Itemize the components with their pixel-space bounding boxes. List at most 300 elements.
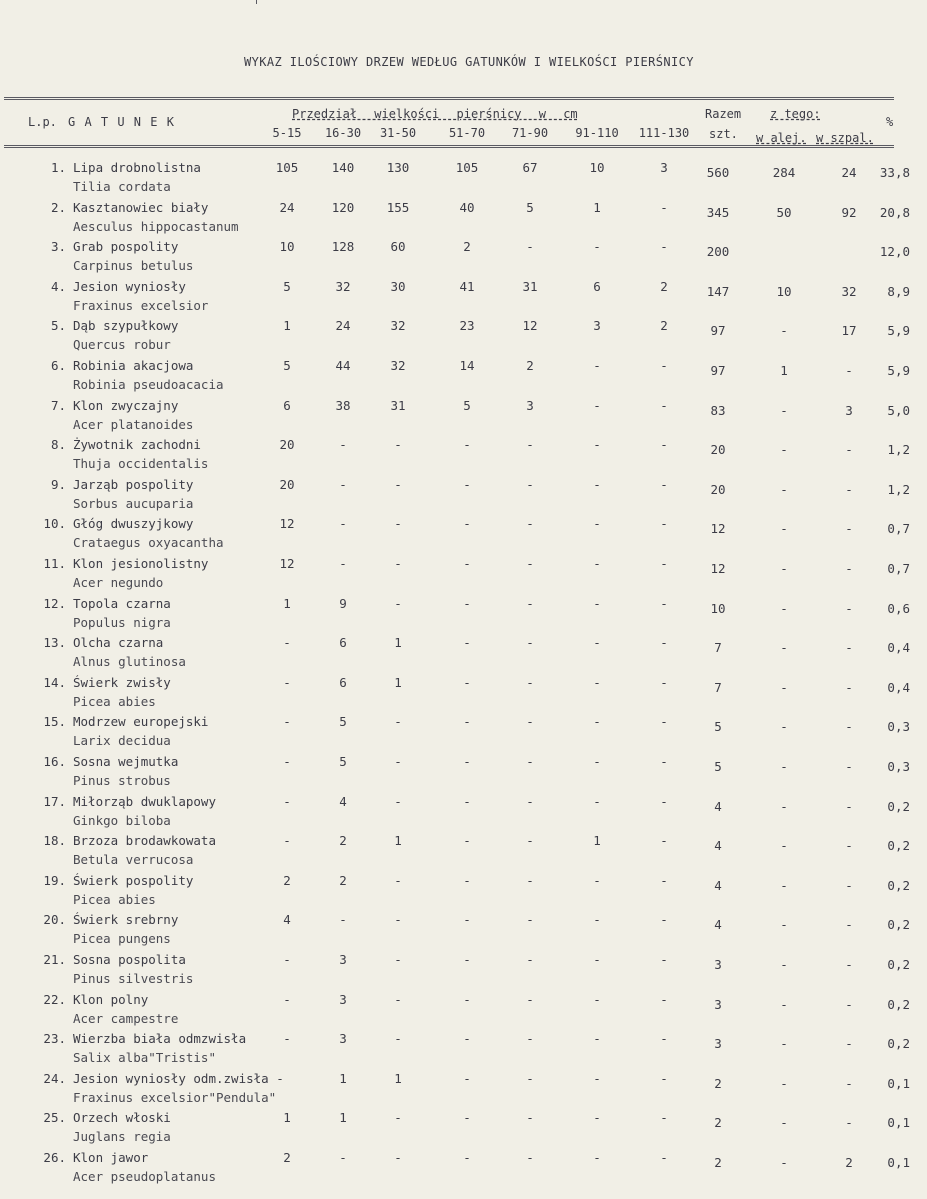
diameter-count-3: 32	[390, 318, 406, 334]
total-count: 97	[710, 363, 726, 378]
diameter-count-5: -	[526, 833, 534, 849]
percent-share: 0,2	[887, 917, 910, 933]
diameter-count-2: -	[339, 437, 347, 453]
percent-share: 0,1	[887, 1155, 910, 1170]
total-count: 3	[714, 957, 722, 972]
total-count: 20	[710, 481, 726, 497]
species-polish-name: Jesion wyniosły odm.zwisła -	[73, 1070, 284, 1086]
diameter-count-1: 20	[279, 437, 295, 453]
total-count: 2	[714, 1115, 722, 1131]
diameter-count-6: -	[593, 952, 601, 967]
diameter-count-7: -	[660, 1031, 668, 1047]
diameter-count-1: 105	[275, 160, 299, 175]
species-latin-name: Picea pungens	[73, 931, 171, 947]
row-count: -	[845, 719, 853, 735]
diameter-count-2: 38	[335, 397, 351, 413]
row-number: 5.	[50, 318, 66, 334]
species-polish-name: Świerk pospolity	[73, 872, 194, 888]
row-count: -	[845, 1075, 853, 1091]
species-latin-name: Tilia cordata	[73, 179, 171, 194]
row-count: -	[845, 917, 853, 933]
diameter-count-6: -	[593, 1150, 601, 1165]
total-count: 7	[714, 640, 722, 656]
header-bottom-rule	[4, 145, 894, 148]
species-latin-name: Larix decidua	[73, 733, 171, 749]
diameter-count-3: 32	[390, 358, 406, 373]
diameter-count-5: -	[526, 674, 534, 690]
diameter-count-7: -	[660, 872, 668, 888]
diameter-count-1: -	[283, 991, 291, 1007]
percent-share: 5,9	[887, 363, 910, 378]
diameter-count-4: -	[463, 595, 471, 611]
alley-count: -	[780, 442, 788, 458]
diameter-count-4: -	[463, 437, 471, 453]
header-lp: L.p.	[28, 115, 57, 129]
diameter-count-5: 5	[526, 199, 534, 215]
row-number: 12.	[43, 595, 66, 611]
alley-count: -	[780, 957, 788, 972]
diameter-count-2: 128	[331, 239, 355, 255]
diameter-count-7: -	[660, 516, 668, 532]
diameter-count-1: 12	[279, 516, 295, 532]
diameter-count-4: -	[463, 1070, 471, 1086]
species-latin-name: Quercus robur	[73, 337, 171, 353]
percent-share: 0,2	[887, 996, 910, 1012]
row-count: -	[845, 442, 853, 458]
alley-count: -	[780, 996, 788, 1012]
alley-count: -	[780, 323, 788, 339]
diameter-count-6: 10	[589, 160, 605, 175]
row-number: 9.	[50, 476, 66, 492]
diameter-count-5: -	[526, 1031, 534, 1047]
alley-count: -	[780, 877, 788, 893]
species-latin-name: Ginkgo biloba	[73, 812, 171, 828]
diameter-count-2: 32	[335, 278, 351, 294]
species-latin-name: Sorbus aucuparia	[73, 495, 194, 511]
species-latin-name: Carpinus betulus	[73, 258, 194, 274]
row-number: 2.	[50, 199, 66, 215]
row-number: 26.	[43, 1150, 66, 1165]
diameter-count-6: -	[593, 1110, 601, 1126]
diameter-count-7: -	[660, 991, 668, 1007]
percent-share: 0,4	[887, 679, 910, 695]
diameter-count-1: -	[283, 952, 291, 967]
diameter-count-2: 1	[339, 1070, 347, 1086]
row-number: 8.	[50, 437, 66, 453]
header-razem: Razem	[705, 107, 742, 121]
diameter-count-4: -	[463, 991, 471, 1007]
row-count: -	[845, 561, 853, 576]
alley-count: 50	[776, 204, 792, 220]
percent-share: 0,1	[887, 1115, 910, 1131]
diameter-count-6: 3	[593, 318, 601, 334]
percent-share: 0,7	[887, 521, 910, 537]
alley-count: -	[780, 1036, 788, 1052]
row-number: 18.	[43, 833, 66, 849]
diameter-count-6: -	[593, 872, 601, 888]
diameter-count-4: -	[463, 793, 471, 809]
diameter-count-3: -	[394, 912, 402, 928]
diameter-count-6: 6	[593, 278, 601, 294]
diameter-count-2: 44	[335, 358, 351, 373]
diameter-count-3: 1	[394, 674, 402, 690]
diameter-count-1: -	[283, 674, 291, 690]
diameter-count-2: 3	[339, 991, 347, 1007]
diameter-count-4: -	[463, 556, 471, 571]
alley-count: -	[780, 561, 788, 576]
diameter-count-7: 2	[660, 278, 668, 294]
diameter-count-1: 2	[283, 1150, 291, 1165]
alley-count: -	[780, 1075, 788, 1091]
diameter-count-5: -	[526, 872, 534, 888]
diameter-count-3: 30	[390, 278, 406, 294]
diameter-count-1: 12	[279, 556, 295, 571]
percent-share: 0,2	[887, 957, 910, 972]
alley-count: -	[780, 1155, 788, 1170]
diameter-count-5: 31	[522, 278, 538, 294]
diameter-count-6: -	[593, 556, 601, 571]
species-polish-name: Sosna pospolita	[73, 952, 186, 967]
species-latin-name: Aesculus hippocastanum	[73, 218, 239, 234]
species-latin-name: Picea abies	[73, 693, 156, 709]
percent-share: 8,9	[887, 283, 910, 299]
diameter-count-4: 23	[459, 318, 475, 334]
range-header-5: 71-90	[511, 126, 549, 140]
species-latin-name: Juglans regia	[73, 1129, 171, 1145]
diameter-count-6: -	[593, 1031, 601, 1047]
percent-share: 0,2	[887, 1036, 910, 1052]
diameter-count-7: -	[660, 714, 668, 730]
diameter-count-7: -	[660, 912, 668, 928]
diameter-count-2: -	[339, 1150, 347, 1165]
header-z-tego: z tego:	[770, 107, 821, 121]
diameter-count-3: 31	[390, 397, 406, 413]
diameter-count-1: -	[283, 754, 291, 769]
species-polish-name: Topola czarna	[73, 595, 171, 611]
diameter-count-7: -	[660, 674, 668, 690]
diameter-count-5: -	[526, 556, 534, 571]
diameter-count-5: 67	[522, 160, 538, 175]
row-count: -	[845, 1036, 853, 1052]
diameter-count-1: -	[283, 793, 291, 809]
diameter-count-4: -	[463, 635, 471, 651]
diameter-count-2: 5	[339, 714, 347, 730]
alley-count: -	[780, 1115, 788, 1131]
range-header-1: 5-15	[272, 126, 302, 140]
diameter-count-3: -	[394, 516, 402, 532]
header-w-alej: w alej.	[756, 131, 807, 145]
row-count: -	[845, 759, 853, 774]
diameter-count-3: 1	[394, 833, 402, 849]
diameter-count-2: 2	[339, 872, 347, 888]
diameter-count-1: 1	[283, 595, 291, 611]
diameter-count-5: -	[526, 1070, 534, 1086]
row-number: 21.	[43, 952, 66, 967]
diameter-count-5: -	[526, 793, 534, 809]
species-latin-name: Fraxinus excelsior"Pendula"	[73, 1089, 277, 1105]
species-latin-name: Betula verrucosa	[73, 852, 194, 868]
diameter-count-1: 5	[283, 278, 291, 294]
margin-mark	[256, 0, 257, 4]
diameter-count-3: 60	[390, 239, 406, 255]
diameter-count-2: 1	[339, 1110, 347, 1126]
diameter-count-2: 6	[339, 635, 347, 651]
diameter-count-7: 3	[660, 160, 668, 175]
diameter-count-7: -	[660, 358, 668, 373]
diameter-count-3: -	[394, 1110, 402, 1126]
row-count: 92	[841, 204, 857, 220]
species-latin-name: Pinus silvestris	[73, 971, 194, 986]
percent-share: 0,2	[887, 877, 910, 893]
row-count: -	[845, 481, 853, 497]
diameter-count-7: -	[660, 635, 668, 651]
diameter-count-3: -	[394, 476, 402, 492]
percent-share: 0,4	[887, 640, 910, 656]
row-count: -	[845, 838, 853, 854]
diameter-count-1: -	[283, 635, 291, 651]
diameter-count-4: -	[463, 833, 471, 849]
total-count: 3	[714, 1036, 722, 1052]
diameter-count-5: 2	[526, 358, 534, 373]
diameter-count-6: -	[593, 437, 601, 453]
species-polish-name: Głóg dwuszyjkowy	[73, 516, 194, 532]
range-header-3: 31-50	[379, 126, 417, 140]
species-polish-name: Lipa drobnolistna	[73, 160, 201, 175]
species-polish-name: Dąb szypułkowy	[73, 318, 179, 334]
diameter-count-3: -	[394, 793, 402, 809]
diameter-count-2: -	[339, 516, 347, 532]
diameter-count-4: -	[463, 912, 471, 928]
total-count: 4	[714, 838, 722, 854]
row-count: -	[845, 996, 853, 1012]
diameter-count-3: -	[394, 437, 402, 453]
species-latin-name: Salix alba"Tristis"	[73, 1050, 216, 1066]
diameter-count-4: 105	[455, 160, 479, 175]
species-latin-name: Acer campestre	[73, 1010, 179, 1026]
document-title: WYKAZ ILOŚCIOWY DRZEW WEDŁUG GATUNKÓW I WIELKOŚCI PIERŚNICY	[244, 55, 694, 69]
diameter-count-2: 3	[339, 1031, 347, 1047]
diameter-count-2: 4	[339, 793, 347, 809]
species-latin-name: Populus nigra	[73, 614, 171, 630]
diameter-count-4: -	[463, 476, 471, 492]
diameter-count-7: -	[660, 1110, 668, 1126]
row-number: 20.	[43, 912, 66, 928]
header-range-title: Przedział wielkości pierśnicy w cm	[292, 107, 578, 121]
row-number: 3.	[50, 239, 66, 255]
total-count: 3	[714, 996, 722, 1012]
diameter-count-7: -	[660, 199, 668, 215]
diameter-count-1: -	[283, 833, 291, 849]
percent-share: 0,1	[887, 1075, 910, 1091]
diameter-count-3: -	[394, 1031, 402, 1047]
species-polish-name: Miłorząb dwuklapowy	[73, 793, 216, 809]
total-count: 4	[714, 798, 722, 814]
diameter-count-7: 2	[660, 318, 668, 334]
species-polish-name: Klon polny	[73, 991, 149, 1007]
species-polish-name: Klon zwyczajny	[73, 397, 179, 413]
percent-share: 0,7	[887, 561, 910, 576]
diameter-count-1: 5	[283, 358, 291, 373]
species-polish-name: Grab pospolity	[73, 239, 179, 255]
total-count: 7	[714, 679, 722, 695]
diameter-count-4: 40	[459, 199, 475, 215]
diameter-count-7: -	[660, 239, 668, 255]
diameter-count-6: 1	[593, 833, 601, 849]
diameter-count-6: -	[593, 397, 601, 413]
diameter-count-7: -	[660, 397, 668, 413]
diameter-count-6: 1	[593, 199, 601, 215]
diameter-count-6: -	[593, 239, 601, 255]
diameter-count-1: 6	[283, 397, 291, 413]
row-count: -	[845, 877, 853, 893]
percent-share: 0,2	[887, 838, 910, 854]
species-polish-name: Modrzew europejski	[73, 714, 209, 730]
total-count: 97	[710, 323, 726, 339]
diameter-count-5: -	[526, 595, 534, 611]
diameter-count-7: -	[660, 476, 668, 492]
species-polish-name: Żywotnik zachodni	[73, 437, 201, 453]
diameter-count-5: 3	[526, 397, 534, 413]
diameter-count-5: -	[526, 239, 534, 255]
diameter-count-1: -	[283, 1031, 291, 1047]
species-polish-name: Jesion wyniosły	[73, 278, 186, 294]
row-number: 15.	[43, 714, 66, 730]
row-count: 3	[845, 402, 853, 418]
total-count: 147	[706, 283, 730, 299]
alley-count: -	[780, 759, 788, 774]
row-count: 17	[841, 323, 857, 339]
diameter-count-3: -	[394, 714, 402, 730]
header-percent: %	[886, 115, 894, 129]
total-count: 345	[706, 204, 730, 220]
percent-share: 1,2	[887, 481, 910, 497]
row-number: 23.	[43, 1031, 66, 1047]
diameter-count-4: -	[463, 952, 471, 967]
total-count: 5	[714, 719, 722, 735]
row-number: 11.	[43, 556, 66, 571]
alley-count: -	[780, 600, 788, 616]
diameter-count-2: 9	[339, 595, 347, 611]
diameter-count-4: -	[463, 872, 471, 888]
row-number: 7.	[50, 397, 66, 413]
diameter-count-5: -	[526, 635, 534, 651]
total-count: 2	[714, 1155, 722, 1170]
diameter-count-2: 6	[339, 674, 347, 690]
row-number: 25.	[43, 1110, 66, 1126]
species-polish-name: Sosna wejmutka	[73, 754, 179, 769]
diameter-count-4: -	[463, 1110, 471, 1126]
diameter-count-5: -	[526, 1150, 534, 1165]
diameter-count-1: 2	[283, 872, 291, 888]
diameter-count-2: 24	[335, 318, 351, 334]
total-count: 12	[710, 521, 726, 537]
total-count: 4	[714, 877, 722, 893]
total-count: 83	[710, 402, 726, 418]
header-gatunek: G A T U N E K	[68, 115, 175, 129]
row-number: 24.	[43, 1070, 66, 1086]
row-number: 6.	[50, 358, 66, 373]
diameter-count-4: 41	[459, 278, 475, 294]
diameter-count-1: 1	[283, 1110, 291, 1126]
diameter-count-7: -	[660, 1070, 668, 1086]
alley-count: -	[780, 521, 788, 537]
row-count: -	[845, 679, 853, 695]
diameter-count-5: -	[526, 516, 534, 532]
species-polish-name: Jarząb pospolity	[73, 476, 194, 492]
percent-share: 12,0	[879, 244, 910, 260]
species-polish-name: Robinia akacjowa	[73, 358, 194, 373]
species-polish-name: Brzoza brodawkowata	[73, 833, 216, 849]
alley-count: -	[780, 798, 788, 814]
diameter-count-3: -	[394, 991, 402, 1007]
species-latin-name: Acer negundo	[73, 575, 164, 590]
species-latin-name: Acer platanoides	[73, 416, 194, 432]
row-count: 32	[841, 283, 857, 299]
diameter-count-5: -	[526, 1110, 534, 1126]
row-count: 2	[845, 1155, 853, 1170]
diameter-count-5: -	[526, 476, 534, 492]
total-count: 200	[706, 244, 730, 260]
diameter-count-6: -	[593, 793, 601, 809]
row-number: 16.	[43, 754, 66, 769]
diameter-count-6: -	[593, 912, 601, 928]
row-number: 17.	[43, 793, 66, 809]
diameter-count-7: -	[660, 833, 668, 849]
diameter-count-3: -	[394, 754, 402, 769]
diameter-count-4: -	[463, 674, 471, 690]
diameter-count-3: -	[394, 872, 402, 888]
diameter-count-6: -	[593, 476, 601, 492]
diameter-count-4: -	[463, 1031, 471, 1047]
diameter-count-1: -	[283, 714, 291, 730]
species-polish-name: Wierzba biała odmzwisła	[73, 1031, 247, 1047]
diameter-count-7: -	[660, 952, 668, 967]
diameter-count-3: -	[394, 1150, 402, 1165]
diameter-count-7: -	[660, 437, 668, 453]
diameter-count-6: -	[593, 358, 601, 373]
diameter-count-1: 10	[279, 239, 295, 255]
species-latin-name: Alnus glutinosa	[73, 654, 186, 670]
row-count: -	[845, 640, 853, 656]
diameter-count-3: 130	[386, 160, 410, 175]
species-polish-name: Klon jesionolistny	[73, 556, 209, 571]
range-header-4: 51-70	[448, 126, 486, 140]
diameter-count-5: -	[526, 437, 534, 453]
diameter-count-2: 140	[331, 160, 355, 175]
row-number: 19.	[43, 872, 66, 888]
diameter-count-5: -	[526, 991, 534, 1007]
diameter-count-3: -	[394, 595, 402, 611]
alley-count: -	[780, 917, 788, 933]
species-polish-name: Orzech włoski	[73, 1110, 171, 1126]
total-count: 560	[706, 165, 730, 180]
diameter-count-5: -	[526, 912, 534, 928]
diameter-count-4: -	[463, 516, 471, 532]
alley-count: -	[780, 719, 788, 735]
alley-count: -	[780, 640, 788, 656]
diameter-count-2: -	[339, 556, 347, 571]
diameter-count-6: -	[593, 674, 601, 690]
diameter-count-2: 5	[339, 754, 347, 769]
range-header-7: 111-130	[638, 126, 690, 140]
diameter-count-1: 1	[283, 318, 291, 334]
range-header-2: 16-30	[324, 126, 362, 140]
row-count: -	[845, 1115, 853, 1131]
row-count: 24	[841, 165, 857, 180]
diameter-count-4: 14	[459, 358, 475, 373]
diameter-count-2: 3	[339, 952, 347, 967]
alley-count: 1	[780, 363, 788, 378]
